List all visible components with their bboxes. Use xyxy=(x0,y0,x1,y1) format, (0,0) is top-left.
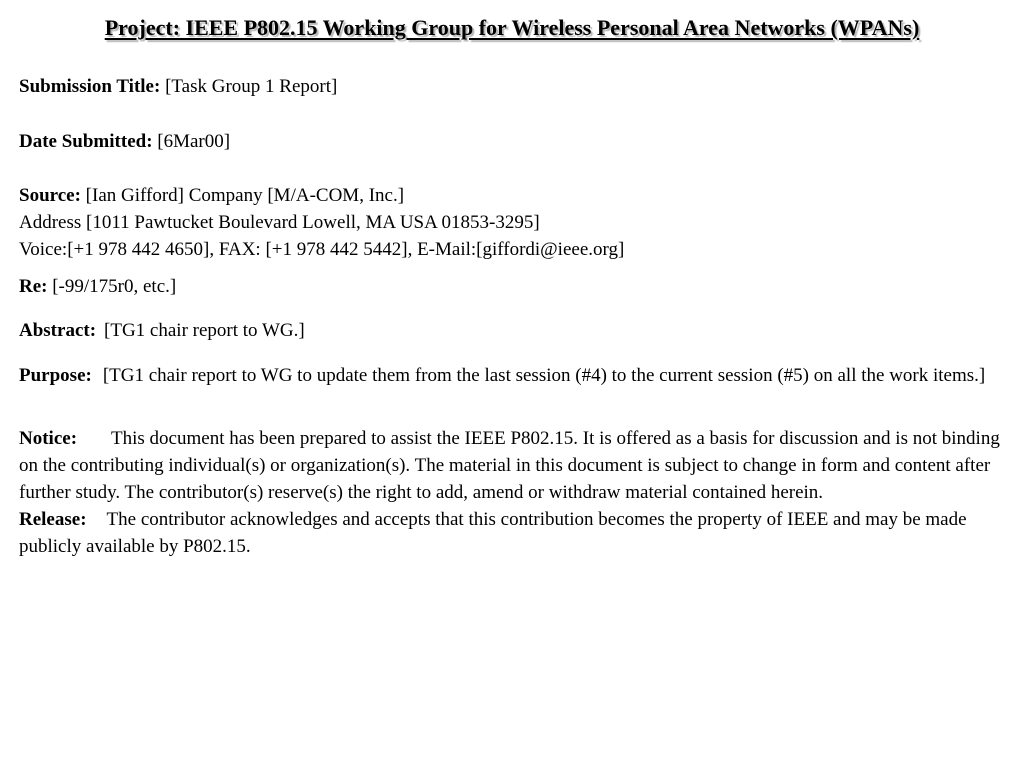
release-field xyxy=(19,506,1009,560)
source-label: Source: xyxy=(19,185,81,206)
purpose-field xyxy=(19,362,1009,389)
release-label: Release: xyxy=(19,509,87,530)
source-address: Address [1011 Pawtucket Boulevard Lowell, MA USA 01853-3295] xyxy=(19,212,540,233)
re-label: Re: xyxy=(19,276,48,297)
notice-value: This document has been prepared to assist the IEEE P802.15. It is offered as a basis for discussion and is not binding on the contributing individual(s) or organization(s). The material in this document is subject to change in form and content after further study. The contributor(s) reserve(s) the right to add, amend or withdraw material contained herein. xyxy=(19,428,1000,503)
date-submitted-value: [6Mar00] xyxy=(157,131,231,152)
re-field xyxy=(19,273,1009,300)
abstract-label: Abstract: xyxy=(19,320,97,341)
source-value: [Ian Gifford] Company [M/A-COM, Inc.] xyxy=(85,185,405,206)
release-value: The contributor acknowledges and accepts that this contribution becomes the property of IEEE and may be made publicly available by P802.15. xyxy=(19,509,967,557)
abstract-value: [TG1 chair report to WG.] xyxy=(104,320,305,341)
date-submitted-field xyxy=(19,128,1009,155)
source-line xyxy=(19,182,1009,209)
date-submitted-label: Date Submitted: xyxy=(19,131,153,152)
notice-label: Notice: xyxy=(19,428,78,449)
source-contact: Voice:[+1 978 442 4650], FAX: [+1 978 442 5442], E-Mail:[giffordi@ieee.org] xyxy=(19,239,625,260)
submission-title-field xyxy=(19,73,1009,100)
abstract-field xyxy=(19,317,1009,344)
notice-release-block xyxy=(19,425,1009,560)
re-value: [-99/175r0, etc.] xyxy=(52,276,177,297)
notice-field xyxy=(19,425,1009,506)
submission-title-label: Submission Title: xyxy=(19,76,161,97)
purpose-value: [TG1 chair report to WG to update them from the last session (#4) to the current session (#5) on all the work items.] xyxy=(102,365,986,386)
source-field xyxy=(19,182,1009,263)
submission-title-value: [Task Group 1 Report] xyxy=(165,76,338,97)
purpose-label: Purpose: xyxy=(19,365,92,386)
project-title: Project: IEEE P802.15 Working Group for Wireless Personal Area Networks (WPANs) xyxy=(104,15,920,40)
